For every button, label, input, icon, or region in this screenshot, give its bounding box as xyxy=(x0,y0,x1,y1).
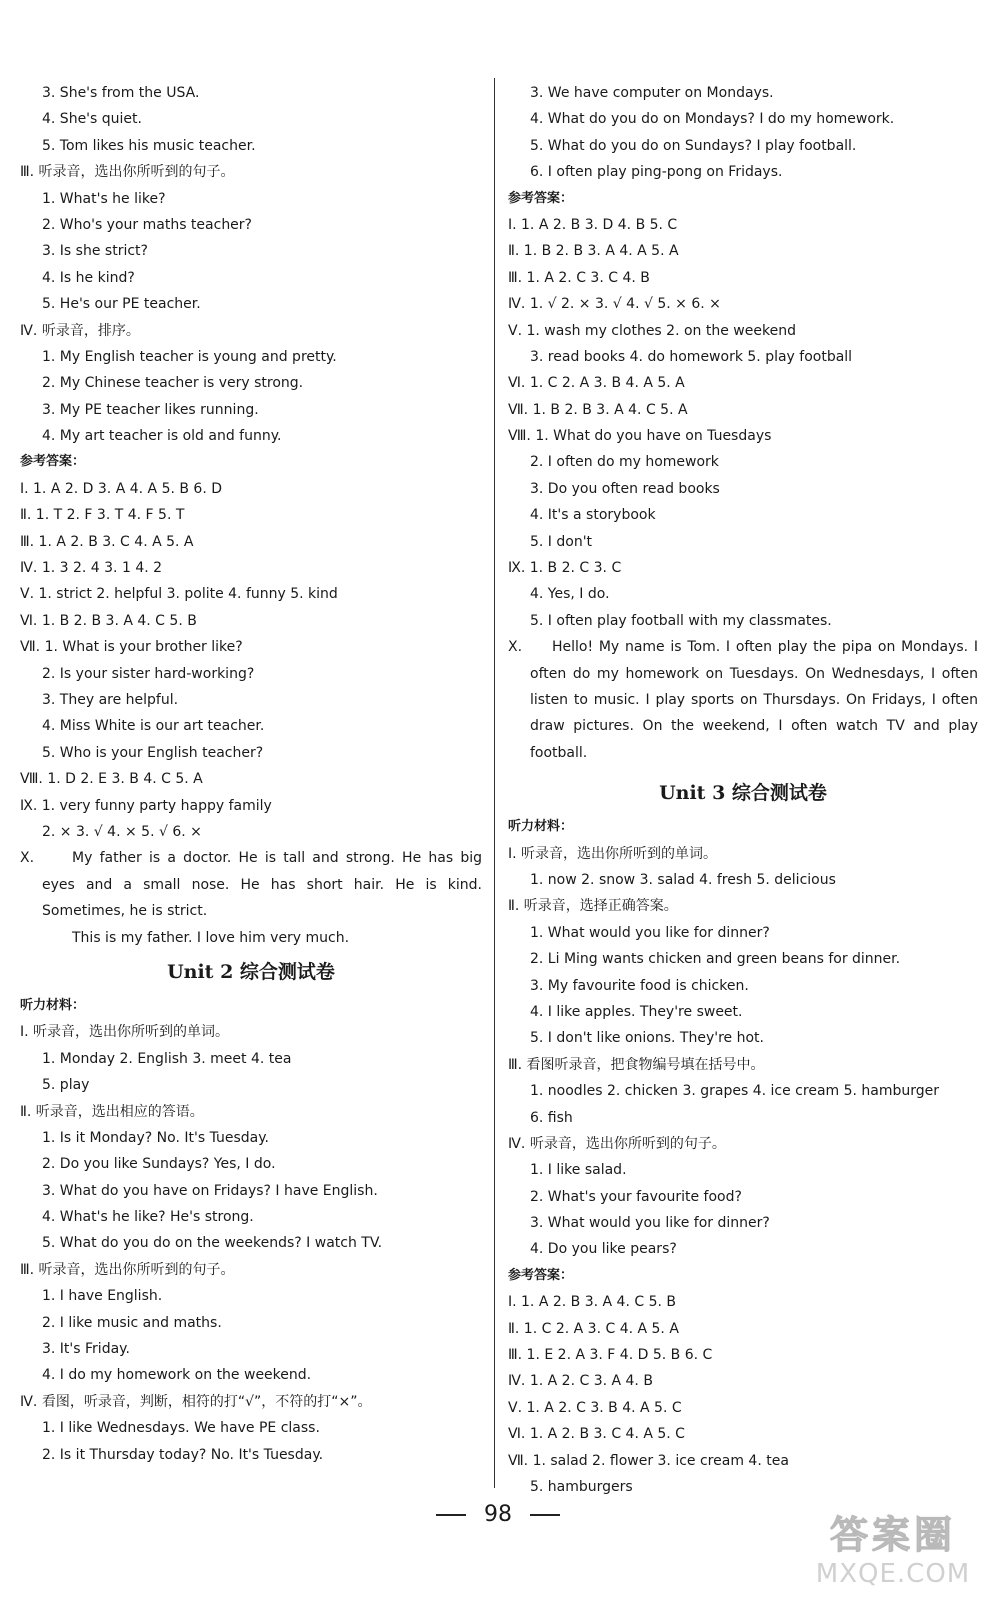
dash-left xyxy=(436,1514,466,1516)
text-line: 4. I like apples. They're sweet. xyxy=(530,1003,743,1020)
text-line: Ⅱ. 1. T 2. F 3. T 4. F 5. T xyxy=(20,507,185,524)
text-line: 1. I like salad. xyxy=(530,1162,627,1179)
dash-right xyxy=(530,1514,560,1516)
unit2-listening xyxy=(20,993,482,1468)
watermark-logo: 答案圈 MXQE.COM xyxy=(815,1513,971,1589)
text-line: 5. hamburgers xyxy=(530,1479,633,1495)
text-line: Ⅷ. 1. What do you have on Tuesdays xyxy=(508,428,772,445)
text-line: 4. Miss White is our art teacher. xyxy=(42,718,265,735)
text-line: 1. Monday 2. English 3. meet 4. tea xyxy=(42,1050,292,1067)
text-line: 1. now 2. snow 3. salad 4. fresh 5. delicious xyxy=(530,872,836,889)
text-line: 2. I like music and maths. xyxy=(42,1314,222,1331)
text-line: 4. Do you like pears? xyxy=(530,1241,677,1258)
text-line: 5. I don't like onions. They're hot. xyxy=(530,1030,764,1047)
column-divider xyxy=(494,78,495,1488)
text-line: 3. My PE teacher likes running. xyxy=(42,401,259,418)
text-line: Ⅶ. 1. What is your brother like? xyxy=(20,639,243,656)
text-line: 3. read books 4. do homework 5. play football xyxy=(530,348,853,365)
text-line: 2. My Chinese teacher is very strong. xyxy=(42,375,304,392)
text-line: Ⅳ. 听录音，排序。 xyxy=(20,322,140,339)
section-label: Ⅹ. xyxy=(508,639,523,656)
text-line: 1. My English teacher is young and pretty. xyxy=(42,348,337,365)
text-line: Ⅶ. 1. B 2. B 3. A 4. C 5. A xyxy=(508,401,688,418)
text-line: 4. It's a storybook xyxy=(530,507,656,524)
text-line: 2. What's your favourite food? xyxy=(530,1188,742,1205)
text-line: Ⅵ. 1. B 2. B 3. A 4. C 5. B xyxy=(20,612,197,629)
text-line: 1. What would you like for dinner? xyxy=(530,924,770,941)
text-line: 2. Is your sister hard-working? xyxy=(42,665,255,682)
text-line: Ⅰ. 1. A 2. B 3. D 4. B 5. C xyxy=(508,216,678,233)
text-line: 4. She's quiet. xyxy=(42,111,142,128)
unit3-title: Unit 3 综合测试卷 xyxy=(659,782,827,805)
text-line: Ⅷ. 1. D 2. E 3. B 4. C 5. A xyxy=(20,771,203,788)
text-line: 2. Li Ming wants chicken and green beans for dinner. xyxy=(530,951,901,968)
text-line: Ⅳ. 1. 3 2. 4 3. 1 4. 2 xyxy=(20,560,163,577)
unit2-answers xyxy=(508,80,978,634)
text-line: 3. They are helpful. xyxy=(42,691,179,708)
text-line: 1. I like Wednesdays. We have PE class. xyxy=(42,1420,320,1437)
text-line: 听力材料： xyxy=(508,819,574,835)
writing-text: My father is a doctor. He is tall and strong. He has big eyes and a small nose. He has short hair. He is kind. Sometimes, he is strict. This is my father. I love him very much. xyxy=(42,850,482,946)
text-line: 4. I do my homework on the weekend. xyxy=(42,1367,312,1384)
text-line: 3. Do you often read books xyxy=(530,480,720,497)
text-line: Ⅰ. 听录音，选出你所听到的单词。 xyxy=(20,1024,230,1041)
text-line: 2. Do you like Sundays? Yes, I do. xyxy=(42,1156,276,1173)
text-line: Ⅱ. 1. C 2. A 3. C 4. A 5. A xyxy=(508,1320,679,1337)
right-column xyxy=(508,80,978,1500)
text-line: Ⅱ. 听录音，选出相应的答语。 xyxy=(20,1103,204,1120)
unit3-content xyxy=(508,814,978,1500)
text-line: 4. What's he like? He's strong. xyxy=(42,1209,254,1226)
text-line: Ⅸ. 1. very funny party happy family xyxy=(20,797,272,814)
text-line: 参考答案： xyxy=(20,454,86,470)
text-line: Ⅲ. 看图听录音，把食物编号填在括号中。 xyxy=(508,1056,765,1073)
text-line: 3. Is she strict? xyxy=(42,243,148,260)
text-line: 3. What do you have on Fridays? I have English. xyxy=(42,1182,378,1199)
text-line: Ⅴ. 1. wash my clothes 2. on the weekend xyxy=(508,322,796,339)
text-line: 3. My favourite food is chicken. xyxy=(530,977,749,994)
text-line: 6. I often play ping-pong on Fridays. xyxy=(530,164,783,181)
text-line: Ⅳ. 看图，听录音，判断，相符的打“√”，不符的打“×”。 xyxy=(20,1393,372,1410)
text-line: Ⅲ. 1. E 2. A 3. F 4. D 5. B 6. C xyxy=(508,1347,713,1364)
text-line: 2. × 3. √ 4. × 5. √ 6. × xyxy=(42,823,202,840)
section-label: Ⅹ. xyxy=(20,850,35,867)
text-line: Ⅳ. 1. √ 2. × 3. √ 4. √ 5. × 6. × xyxy=(508,296,721,313)
unit1-answers xyxy=(20,80,482,845)
text-line: 5. Who is your English teacher? xyxy=(42,744,264,761)
text-line: 听力材料： xyxy=(20,997,86,1013)
text-line: Ⅱ. 听录音，选择正确答案。 xyxy=(508,898,678,915)
unit1-writing-sample xyxy=(20,845,482,951)
text-line: 1. What's he like? xyxy=(42,190,166,207)
text-line: Ⅰ. 1. A 2. D 3. A 4. A 5. B 6. D xyxy=(20,480,223,497)
text-line: 5. He's our PE teacher. xyxy=(42,296,201,313)
text-line: 4. What do you do on Mondays? I do my homework. xyxy=(530,111,895,128)
text-line: Ⅲ. 1. A 2. C 3. C 4. B xyxy=(508,269,650,286)
text-line: 4. Is he kind? xyxy=(42,269,135,286)
text-line: Ⅵ. 1. A 2. B 3. C 4. A 5. C xyxy=(508,1426,685,1443)
text-line: Ⅲ. 听录音，选出你所听到的句子。 xyxy=(20,164,235,181)
text-line: Ⅰ. 听录音，选出你所听到的单词。 xyxy=(508,845,718,862)
unit2-writing-sample xyxy=(508,634,978,766)
text-line: 1. I have English. xyxy=(42,1288,163,1305)
text-line: Ⅱ. 1. B 2. B 3. A 4. A 5. A xyxy=(508,243,679,260)
text-line: 5. What do you do on the weekends? I watch TV. xyxy=(42,1235,383,1252)
text-line: 5. What do you do on Sundays? I play football. xyxy=(530,137,857,154)
text-line: Ⅴ. 1. strict 2. helpful 3. polite 4. funny 5. kind xyxy=(20,586,338,603)
text-line: 3. It's Friday. xyxy=(42,1341,130,1358)
text-line: 4. My art teacher is old and funny. xyxy=(42,428,282,445)
text-line: 3. What would you like for dinner? xyxy=(530,1215,770,1232)
text-line: Ⅸ. 1. B 2. C 3. C xyxy=(508,560,622,577)
text-line: 2. Is it Thursday today? No. It's Tuesday. xyxy=(42,1446,324,1463)
left-column xyxy=(20,80,482,1468)
text-line: Ⅳ. 1. A 2. C 3. A 4. B xyxy=(508,1373,653,1390)
text-line: 6. fish xyxy=(530,1109,573,1126)
page-number: 98 xyxy=(0,1502,996,1527)
text-line: 1. Is it Monday? No. It's Tuesday. xyxy=(42,1129,269,1146)
text-line: 5. play xyxy=(42,1077,90,1094)
text-line: 参考答案： xyxy=(508,190,574,206)
text-line: 1. noodles 2. chicken 3. grapes 4. ice cream 5. hamburger xyxy=(530,1083,940,1100)
text-line: 5. I don't xyxy=(530,533,593,550)
text-line: Ⅰ. 1. A 2. B 3. A 4. C 5. B xyxy=(508,1294,677,1311)
text-line: 5. Tom likes his music teacher. xyxy=(42,137,256,154)
text-line: Ⅶ. 1. salad 2. flower 3. ice cream 4. tea xyxy=(508,1452,789,1469)
text-line: 2. Who's your maths teacher? xyxy=(42,216,252,233)
text-line: 参考答案： xyxy=(508,1267,574,1283)
unit2-title: Unit 2 综合测试卷 xyxy=(167,960,335,983)
text-line: Ⅵ. 1. C 2. A 3. B 4. A 5. A xyxy=(508,375,685,392)
text-line: Ⅳ. 听录音，选出你所听到的句子。 xyxy=(508,1135,726,1152)
text-line: Ⅴ. 1. A 2. C 3. B 4. A 5. C xyxy=(508,1399,682,1416)
text-line: 2. I often do my homework xyxy=(530,454,719,471)
writing-text: Hello! My name is Tom. I often play the pipa on Mondays. I often do my homework on Tuesdays. On Wednesdays, I often listen to music. I play sports on Thursdays. On Fridays, I often draw pictures. On the weekend, I often watch TV and play football. xyxy=(530,639,978,761)
text-line: 3. She's from the USA. xyxy=(42,85,200,101)
text-line: Ⅲ. 1. A 2. B 3. C 4. A 5. A xyxy=(20,533,194,550)
text-line: 5. I often play football with my classmates. xyxy=(530,612,832,629)
text-line: 4. Yes, I do. xyxy=(530,586,610,603)
text-line: Ⅲ. 听录音，选出你所听到的句子。 xyxy=(20,1261,235,1278)
text-line: 3. We have computer on Mondays. xyxy=(530,85,774,101)
